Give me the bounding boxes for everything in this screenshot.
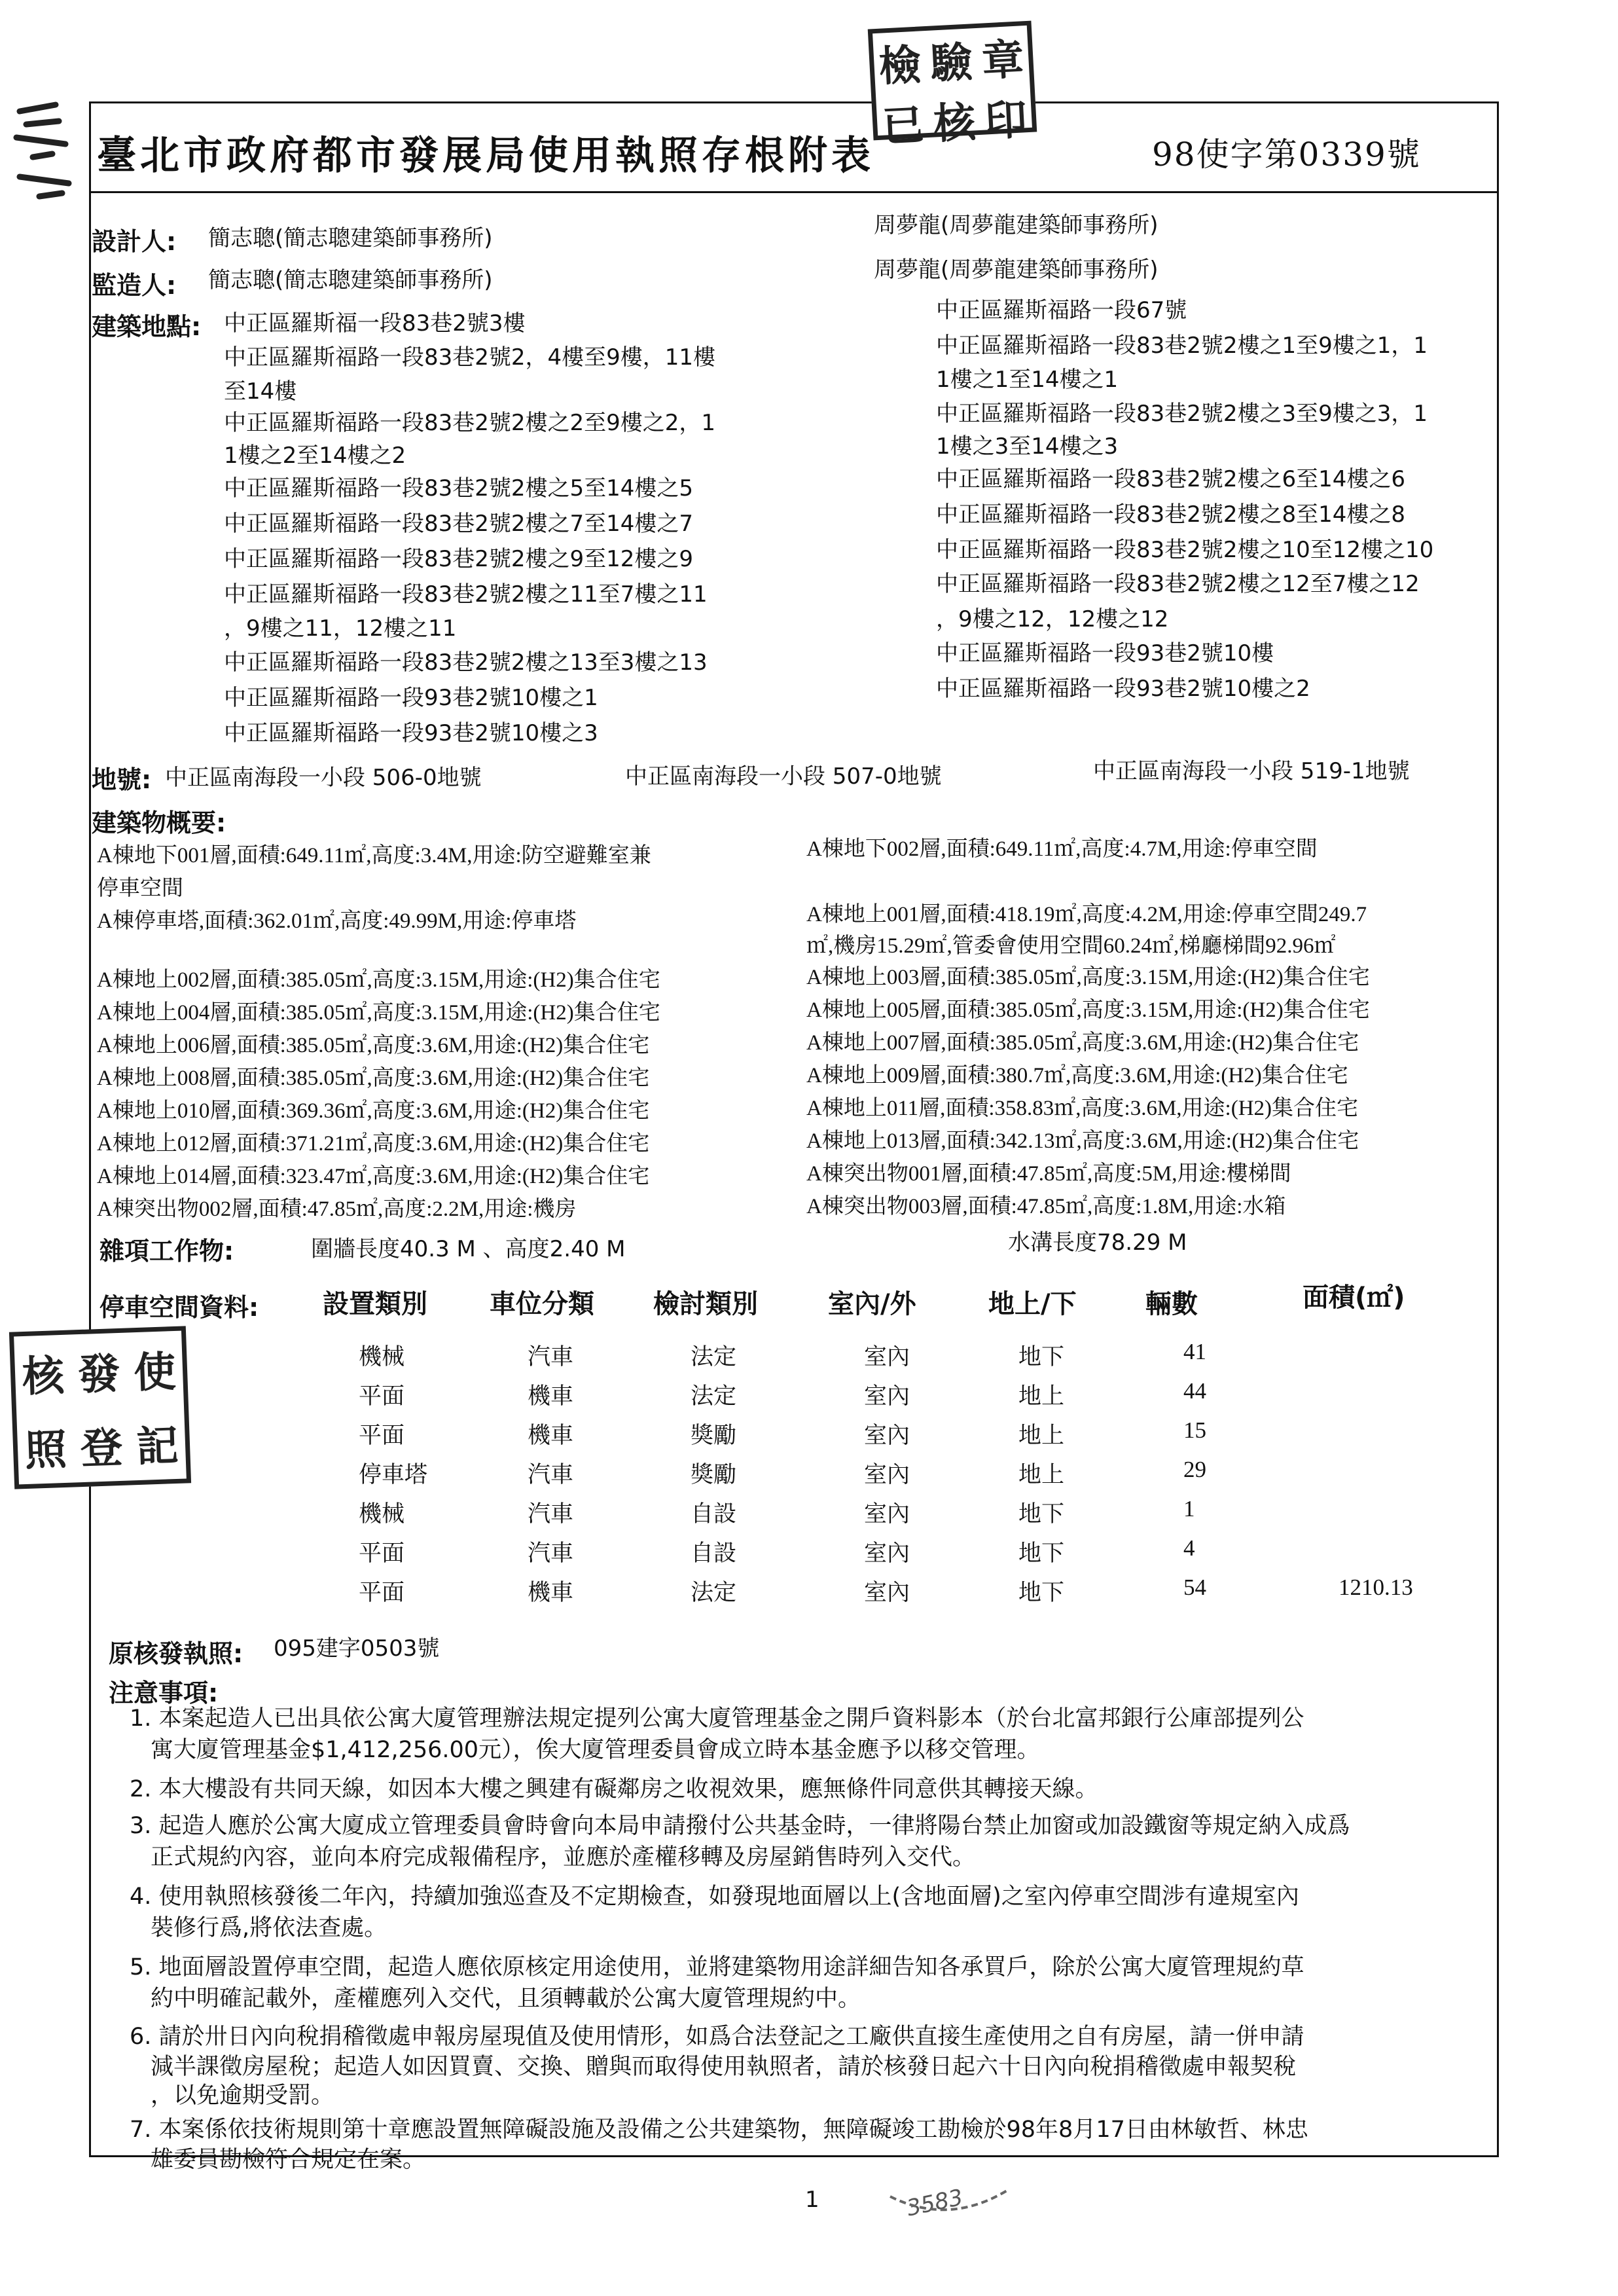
parking-row-setup-type: 平面: [359, 1580, 405, 1606]
parking-row-setup-type: 停車塔: [359, 1462, 428, 1488]
site-line: 中正區羅斯福路一段93巷2號10樓: [936, 640, 1274, 666]
parking-header: 面積(㎡): [1303, 1283, 1405, 1313]
parking-row-vehicle-type: 汽車: [528, 1501, 574, 1527]
site-line: 中正區羅斯福路一段83巷2號2樓之7至14樓之7: [224, 511, 694, 537]
notes-label: 注意事項:: [109, 1679, 219, 1707]
parking-row-count: 29: [1183, 1457, 1206, 1482]
parking-row-review-type: 自設: [691, 1540, 737, 1567]
note-line: 1. 本案起造人已出具依公寓大廈管理辦法規定提列公寓大廈管理基金之開戶資料影本（於台北富邦銀行公庫部提列公: [130, 1705, 1304, 1732]
site-line: 1樓之1至14樓之1: [936, 367, 1119, 393]
note-line: 5. 地面層設置停車空間，起造人應依原核定用途使用，並將建築物用途詳細告知各承買戶，除於公寓大廈管理規約草: [130, 1954, 1304, 1980]
designer-label: 設計人:: [92, 227, 177, 256]
parking-row-count: 15: [1183, 1417, 1206, 1443]
site-line: 中正區羅斯福路一段93巷2號10樓之2: [936, 676, 1310, 702]
overview-line: A棟突出物002層,面積:47.85㎡,高度:2.2M,用途:機房: [97, 1197, 577, 1221]
parking-row-vehicle-type: 汽車: [528, 1462, 574, 1488]
parking-row-level: 地下: [1018, 1580, 1065, 1606]
note-line: 裝修行爲,將依法查處。: [151, 1915, 387, 1941]
site-line: ，9樓之11，12樓之11: [224, 615, 457, 642]
note-line: 2. 本大樓設有共同天線，如因本大樓之興建有礙鄰房之收視效果，應無條件同意供其轉接天線。: [130, 1776, 1098, 1802]
site-line: 中正區羅斯福路一段83巷2號2樓之11至7樓之11: [224, 581, 708, 608]
supervisor-label: 監造人:: [92, 271, 177, 300]
parking-row-count: 41: [1183, 1339, 1206, 1364]
site-line: 中正區羅斯福路一段83巷2號2樓之2至9樓之2，1: [224, 410, 716, 436]
header-rule: [89, 191, 1499, 193]
site-line: 1樓之2至14樓之2: [224, 443, 406, 469]
parking-row-setup-type: 機械: [359, 1344, 405, 1370]
overview-line: A棟地上007層,面積:385.05㎡,高度:3.6M,用途:(H2)集合住宅: [806, 1031, 1359, 1055]
overview-line: 停車空間: [97, 877, 183, 900]
note-line: ，以免逾期受罰。: [151, 2083, 334, 2109]
original-permit-label: 原核發執照:: [109, 1639, 243, 1668]
overview-line: A棟地上004層,面積:385.05㎡,高度:3.15M,用途:(H2)集合住宅: [97, 1001, 660, 1025]
parking-row-level: 地下: [1018, 1501, 1065, 1527]
parking-row-vehicle-type: 機車: [528, 1383, 574, 1410]
parking-row-count: 1: [1183, 1496, 1195, 1522]
designer-2: 周夢龍(周夢龍建築師事務所): [874, 212, 1159, 238]
lot-label: 地號:: [92, 765, 152, 794]
site-line: 中正區羅斯福路一段83巷2號2樓之5至14樓之5: [224, 475, 694, 501]
parking-header: 輛數: [1145, 1289, 1198, 1319]
overview-line: ㎡,機房15.29㎡,管委會使用空間60.24㎡,梯廳梯間92.96㎡: [806, 934, 1336, 958]
parking-row-indoor: 室內: [864, 1501, 910, 1527]
overview-label: 建築物概要:: [92, 809, 226, 837]
wall-length: 圍牆長度40.3 M 、高度2.40 M: [311, 1236, 626, 1262]
overview-line: A棟地上011層,面積:358.83㎡,高度:3.6M,用途:(H2)集合住宅: [806, 1097, 1359, 1120]
parking-header: 車位分類: [490, 1289, 594, 1319]
parking-row-vehicle-type: 汽車: [528, 1540, 574, 1567]
parking-row-level: 地上: [1018, 1383, 1065, 1410]
original-permit-value: 095建字0503號: [274, 1635, 440, 1662]
site-line: 中正區羅斯福路一段67號: [936, 297, 1187, 323]
parking-row-review-type: 自設: [691, 1501, 737, 1527]
site-line: 中正區羅斯福路一段93巷2號10樓之3: [224, 720, 598, 746]
note-line: 7. 本案係依技術規則第十章應設置無障礙設施及設備之公共建築物，無障礙竣工勘檢於98年8月17日由林敏哲、林忠: [130, 2117, 1308, 2143]
parking-row-setup-type: 平面: [359, 1540, 405, 1567]
overview-line: A棟地下002層,面積:649.11㎡,高度:4.7M,用途:停車空間: [806, 837, 1318, 861]
overview-line: A棟地上001層,面積:418.19㎡,高度:4.2M,用途:停車空間249.7: [806, 903, 1367, 926]
parking-row-review-type: 獎勵: [691, 1462, 737, 1488]
site-line: ，9樓之12，12樓之12: [936, 606, 1169, 632]
lot-number: 中正區南海段一小段 506-0地號: [165, 765, 482, 791]
overview-line: A棟地上012層,面積:371.21㎡,高度:3.6M,用途:(H2)集合住宅: [97, 1132, 650, 1156]
note-line: 3. 起造人應於公寓大廈成立管理委員會時會向本局申請撥付公共基金時，一律將陽台禁止加窗或加設鐵窗等規定納入成爲: [130, 1813, 1350, 1839]
site-label: 建築地點:: [92, 312, 202, 341]
parking-row-level: 地上: [1018, 1462, 1065, 1488]
overview-line: A棟突出物003層,面積:47.85㎡,高度:1.8M,用途:水箱: [806, 1195, 1286, 1218]
note-line: 6. 請於卅日內向稅捐稽徵處申報房屋現值及使用情形，如爲合法登記之工廠供直接生產使用之自有房屋，請一併申請: [130, 2024, 1304, 2050]
parking-row-review-type: 獎勵: [691, 1423, 737, 1449]
parking-row-level: 地上: [1018, 1423, 1065, 1449]
parking-row-indoor: 室內: [864, 1423, 910, 1449]
overview-line: A棟地上006層,面積:385.05㎡,高度:3.6M,用途:(H2)集合住宅: [97, 1034, 650, 1057]
lot-number: 中正區南海段一小段 507-0地號: [625, 763, 942, 790]
margin-mark: [7, 98, 72, 210]
note-line: 正式規約內容，並向本府完成報備程序，並應於產權移轉及房屋銷售時列入交代。: [151, 1844, 976, 1870]
page-number: 1: [805, 2187, 819, 2213]
note-line: 4. 使用執照核發後二年內，持續加強巡查及不定期檢查，如發現地面層以上(含地面層)之室內停車空間涉有違規室內: [130, 1884, 1299, 1910]
parking-row-indoor: 室內: [864, 1540, 910, 1567]
overview-line: A棟地上010層,面積:369.36㎡,高度:3.6M,用途:(H2)集合住宅: [97, 1099, 650, 1123]
parking-row-level: 地下: [1018, 1540, 1065, 1567]
parking-row-indoor: 室內: [864, 1462, 910, 1488]
supervisor-1: 簡志聰(簡志聰建築師事務所): [208, 267, 493, 293]
overview-line: A棟地上008層,面積:385.05㎡,高度:3.6M,用途:(H2)集合住宅: [97, 1066, 650, 1090]
parking-label: 停車空間資料:: [99, 1293, 259, 1322]
serial-stamp: 3583: [904, 2184, 965, 2222]
overview-line: A棟地上005層,面積:385.05㎡,高度:3.15M,用途:(H2)集合住宅: [806, 998, 1370, 1022]
ditch-length: 水溝長度78.29 M: [1008, 1230, 1187, 1256]
site-line: 至14樓: [224, 378, 297, 405]
site-line: 中正區羅斯福路一段83巷2號2樓之12至7樓之12: [936, 571, 1420, 597]
parking-row-setup-type: 平面: [359, 1383, 405, 1410]
parking-row-setup-type: 機械: [359, 1501, 405, 1527]
parking-row-vehicle-type: 機車: [528, 1423, 574, 1449]
parking-row-indoor: 室內: [864, 1580, 910, 1606]
parking-row-setup-type: 平面: [359, 1423, 405, 1449]
site-line: 中正區羅斯福路一段83巷2號2樓之3至9樓之3，1: [936, 401, 1428, 427]
parking-row-indoor: 室內: [864, 1383, 910, 1410]
overview-line: A棟地上014層,面積:323.47㎡,高度:3.6M,用途:(H2)集合住宅: [97, 1165, 650, 1188]
site-line: 中正區羅斯福路一段93巷2號10樓之1: [224, 685, 598, 711]
note-line: 約中明確記載外，產權應列入交代，且須轉載於公寓大廈管理規約中。: [151, 1986, 861, 2012]
site-line: 1樓之3至14樓之3: [936, 433, 1119, 460]
parking-row-count: 44: [1183, 1378, 1206, 1404]
parking-row-indoor: 室內: [864, 1344, 910, 1370]
site-line: 中正區羅斯福路一段83巷2號2樓之9至12樓之9: [224, 546, 694, 572]
parking-row-count: 54: [1183, 1575, 1206, 1600]
overview-line: A棟停車塔,面積:362.01㎡,高度:49.99M,用途:停車塔: [97, 909, 577, 933]
parking-row-review-type: 法定: [691, 1580, 737, 1606]
site-line: 中正區羅斯福路一段83巷2號2樓之13至3樓之13: [224, 649, 708, 676]
official-seal-top: 檢 驗 章 已 核 印: [868, 21, 1037, 141]
permit-number: 98使字第0339號: [1152, 136, 1421, 173]
supervisor-2: 周夢龍(周夢龍建築師事務所): [874, 257, 1159, 283]
parking-row-vehicle-type: 汽車: [528, 1344, 574, 1370]
parking-header: 設置類別: [323, 1289, 427, 1319]
overview-line: A棟地上009層,面積:380.7㎡,高度:3.6M,用途:(H2)集合住宅: [806, 1064, 1348, 1087]
parking-row-level: 地下: [1018, 1344, 1065, 1370]
parking-row-vehicle-type: 機車: [528, 1580, 574, 1606]
overview-line: A棟地上013層,面積:342.13㎡,高度:3.6M,用途:(H2)集合住宅: [806, 1129, 1359, 1153]
parking-row-review-type: 法定: [691, 1383, 737, 1410]
parking-header: 檢討類別: [653, 1289, 758, 1319]
overview-line: A棟地下001層,面積:649.11㎡,高度:3.4M,用途:防空避難室兼: [97, 844, 651, 867]
overview-line: A棟地上003層,面積:385.05㎡,高度:3.15M,用途:(H2)集合住宅: [806, 966, 1370, 989]
site-line: 中正區羅斯福路一段83巷2號2樓之1至9樓之1，1: [936, 333, 1428, 359]
site-line: 中正區羅斯福路一段83巷2號2樓之10至12樓之10: [936, 537, 1434, 563]
note-line: 減半課徵房屋稅；起造人如因買賣、交換、贈與而取得使用執照者，請於核發日起六十日內向稅捐稽徵處申報契稅: [151, 2054, 1297, 2080]
site-line: 中正區羅斯福路一段83巷2號2樓之8至14樓之8: [936, 501, 1406, 528]
serial-stamp-arc: [884, 2177, 1015, 2229]
site-line: 中正區羅斯福一段83巷2號3樓: [224, 310, 526, 337]
overview-line: A棟突出物001層,面積:47.85㎡,高度:5M,用途:樓梯間: [806, 1162, 1291, 1186]
overview-line: A棟地上002層,面積:385.05㎡,高度:3.15M,用途:(H2)集合住宅: [97, 968, 660, 992]
misc-label: 雜項工作物:: [99, 1237, 234, 1266]
site-line: 中正區羅斯福路一段83巷2號2樓之6至14樓之6: [936, 466, 1406, 492]
parking-header: 地上/下: [988, 1289, 1077, 1319]
parking-row-review-type: 法定: [691, 1344, 737, 1370]
lot-number: 中正區南海段一小段 519-1地號: [1093, 758, 1410, 784]
parking-row-count: 4: [1183, 1535, 1195, 1561]
parking-row-area: 1210.13: [1339, 1575, 1413, 1600]
parking-header: 室內/外: [828, 1289, 916, 1319]
note-line: 雄委員勘檢符合規定在案。: [151, 2147, 426, 2173]
document-title: 臺北市政府都市發展局使用執照存根附表: [97, 133, 874, 179]
designer-1: 簡志聰(簡志聰建築師事務所): [208, 225, 493, 251]
official-seal-left: 核 發 使 照 登 記: [9, 1326, 191, 1489]
site-line: 中正區羅斯福路一段83巷2號2，4樓至9樓，11樓: [224, 344, 716, 371]
note-line: 寓大廈管理基金$1,412,256.00元），俟大廈管理委員會成立時本基金應予以移交管理。: [151, 1737, 1040, 1763]
